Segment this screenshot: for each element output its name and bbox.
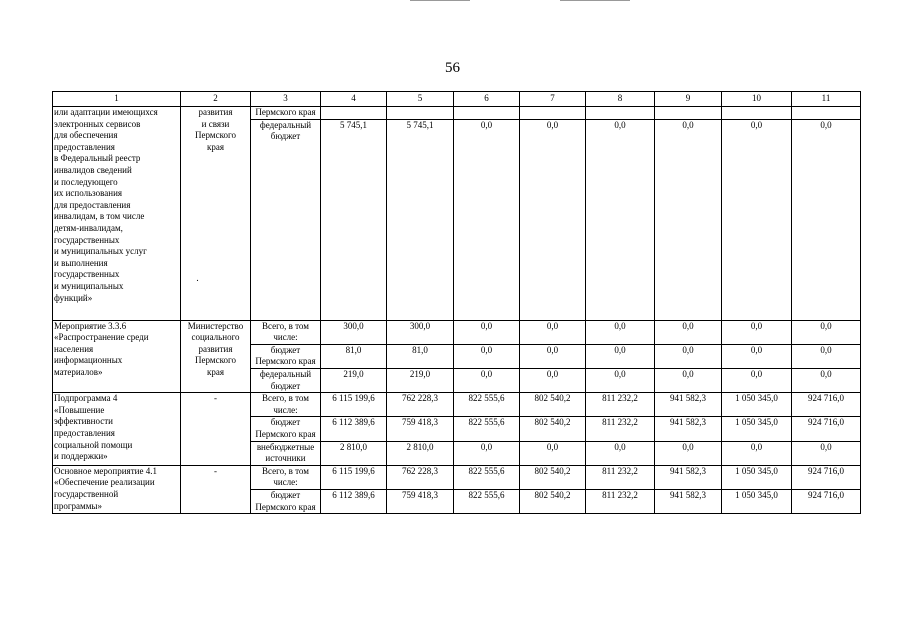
value-cell xyxy=(387,107,454,120)
value-cell: 0,0 xyxy=(722,119,792,320)
responsible-cell: - xyxy=(181,393,251,466)
value-cell: 802 540,2 xyxy=(520,489,586,513)
value-cell xyxy=(792,107,861,120)
column-number-row xyxy=(53,92,861,107)
value-cell: 802 540,2 xyxy=(520,393,586,417)
value-cell: 759 418,3 xyxy=(387,417,454,441)
budget-table-wrap xyxy=(52,91,861,514)
value-cell: 0,0 xyxy=(722,368,792,392)
value-cell: 0,0 xyxy=(586,344,655,368)
source-cell: Пермского края xyxy=(251,107,321,120)
value-cell: 0,0 xyxy=(520,344,586,368)
column-header: 10 xyxy=(722,92,792,107)
value-cell: 0,0 xyxy=(454,119,520,320)
value-cell: 811 232,2 xyxy=(586,417,655,441)
value-cell: 6 112 389,6 xyxy=(321,489,387,513)
scan-edge-line xyxy=(410,0,470,1)
value-cell: 5 745,1 xyxy=(321,119,387,320)
column-header: 3 xyxy=(251,92,321,107)
value-cell: 822 555,6 xyxy=(454,465,520,489)
value-cell: 0,0 xyxy=(454,368,520,392)
value-cell: 822 555,6 xyxy=(454,417,520,441)
value-cell xyxy=(722,107,792,120)
value-cell: 0,0 xyxy=(792,368,861,392)
value-cell: 811 232,2 xyxy=(586,489,655,513)
responsible-cell: Министерство социального развития Пермского края xyxy=(181,320,251,393)
value-cell: 6 115 199,6 xyxy=(321,393,387,417)
value-cell: 811 232,2 xyxy=(586,393,655,417)
value-cell: 6 115 199,6 xyxy=(321,465,387,489)
value-cell: 0,0 xyxy=(722,344,792,368)
column-header: 9 xyxy=(655,92,722,107)
scan-dot: ․ xyxy=(196,273,200,284)
value-cell: 0,0 xyxy=(586,320,655,344)
source-cell: внебюджетные источники xyxy=(251,441,321,465)
value-cell: 81,0 xyxy=(387,344,454,368)
value-cell: 0,0 xyxy=(520,320,586,344)
value-cell: 0,0 xyxy=(520,368,586,392)
value-cell: 300,0 xyxy=(321,320,387,344)
value-cell: 802 540,2 xyxy=(520,465,586,489)
value-cell: 1 050 345,0 xyxy=(722,465,792,489)
value-cell: 941 582,3 xyxy=(655,489,722,513)
value-cell: 0,0 xyxy=(792,119,861,320)
source-cell: Всего, в том числе: xyxy=(251,393,321,417)
source-cell: бюджет Пермского края xyxy=(251,489,321,513)
budget-table xyxy=(52,91,861,514)
table-row xyxy=(53,107,861,120)
value-cell: 0,0 xyxy=(586,368,655,392)
value-cell: 924 716,0 xyxy=(792,417,861,441)
column-header: 11 xyxy=(792,92,861,107)
source-cell: федеральный бюджет xyxy=(251,119,321,320)
value-cell: 0,0 xyxy=(454,441,520,465)
source-cell: бюджет Пермского края xyxy=(251,344,321,368)
value-cell: 0,0 xyxy=(792,441,861,465)
column-header: 5 xyxy=(387,92,454,107)
value-cell: 0,0 xyxy=(655,344,722,368)
column-header: 8 xyxy=(586,92,655,107)
column-header: 4 xyxy=(321,92,387,107)
value-cell: 811 232,2 xyxy=(586,465,655,489)
value-cell: 0,0 xyxy=(454,320,520,344)
value-cell: 0,0 xyxy=(722,320,792,344)
value-cell: 0,0 xyxy=(655,441,722,465)
value-cell xyxy=(454,107,520,120)
activity-name-cell: Подпрограмма 4 «Повышение эффективности предоставления социальной помощи и поддержки» xyxy=(53,393,181,466)
value-cell: 924 716,0 xyxy=(792,393,861,417)
column-header: 7 xyxy=(520,92,586,107)
value-cell xyxy=(520,107,586,120)
value-cell: 300,0 xyxy=(387,320,454,344)
value-cell: 219,0 xyxy=(321,368,387,392)
value-cell: 0,0 xyxy=(520,119,586,320)
value-cell: 0,0 xyxy=(586,119,655,320)
value-cell: 1 050 345,0 xyxy=(722,417,792,441)
value-cell: 941 582,3 xyxy=(655,417,722,441)
activity-name-cell: или адаптации имеющихся электронных сервисов для обеспечения предоставления в Федеральный реестр инвалидов сведений и последующего их использования для предоставления инвалидам, в том числе детям-инвалидам, государственных и муниципальных услуг и выполнения государственных и муниципальных функций» xyxy=(53,107,181,321)
value-cell: 762 228,3 xyxy=(387,393,454,417)
value-cell: 0,0 xyxy=(520,441,586,465)
value-cell: 1 050 345,0 xyxy=(722,489,792,513)
value-cell: 759 418,3 xyxy=(387,489,454,513)
table-row xyxy=(53,393,861,417)
value-cell: 924 716,0 xyxy=(792,489,861,513)
source-cell: бюджет Пермского края xyxy=(251,417,321,441)
value-cell: 5 745,1 xyxy=(387,119,454,320)
value-cell: 2 810,0 xyxy=(387,441,454,465)
value-cell: 0,0 xyxy=(722,441,792,465)
table-row xyxy=(53,465,861,489)
value-cell: 219,0 xyxy=(387,368,454,392)
value-cell: 802 540,2 xyxy=(520,417,586,441)
value-cell: 941 582,3 xyxy=(655,393,722,417)
source-cell: Всего, в том числе: xyxy=(251,320,321,344)
column-header: 6 xyxy=(454,92,520,107)
activity-name-cell: Мероприятие 3.3.6 «Распространение среди населения информационных материалов» xyxy=(53,320,181,393)
value-cell: 941 582,3 xyxy=(655,465,722,489)
column-header: 2 xyxy=(181,92,251,107)
page-number: 56 xyxy=(445,60,460,76)
value-cell xyxy=(321,107,387,120)
activity-name-cell: Основное мероприятие 4.1 «Обеспечение реализации государственной программы» xyxy=(53,465,181,513)
value-cell: 0,0 xyxy=(655,320,722,344)
value-cell xyxy=(655,107,722,120)
responsible-cell: развития и связи Пермского края ․ xyxy=(181,107,251,321)
value-cell: 0,0 xyxy=(655,119,722,320)
value-cell: 0,0 xyxy=(655,368,722,392)
value-cell: 2 810,0 xyxy=(321,441,387,465)
value-cell: 822 555,6 xyxy=(454,489,520,513)
value-cell: 0,0 xyxy=(792,344,861,368)
value-cell: 822 555,6 xyxy=(454,393,520,417)
value-cell xyxy=(586,107,655,120)
value-cell: 762 228,3 xyxy=(387,465,454,489)
value-cell: 0,0 xyxy=(792,320,861,344)
source-cell: Всего, в том числе: xyxy=(251,465,321,489)
value-cell: 924 716,0 xyxy=(792,465,861,489)
value-cell: 0,0 xyxy=(454,344,520,368)
value-cell: 81,0 xyxy=(321,344,387,368)
column-header: 1 xyxy=(53,92,181,107)
responsible-cell: - xyxy=(181,465,251,513)
value-cell: 0,0 xyxy=(586,441,655,465)
scan-edge-line xyxy=(560,0,630,1)
source-cell: федеральный бюджет xyxy=(251,368,321,392)
table-row xyxy=(53,320,861,344)
value-cell: 6 112 389,6 xyxy=(321,417,387,441)
value-cell: 1 050 345,0 xyxy=(722,393,792,417)
